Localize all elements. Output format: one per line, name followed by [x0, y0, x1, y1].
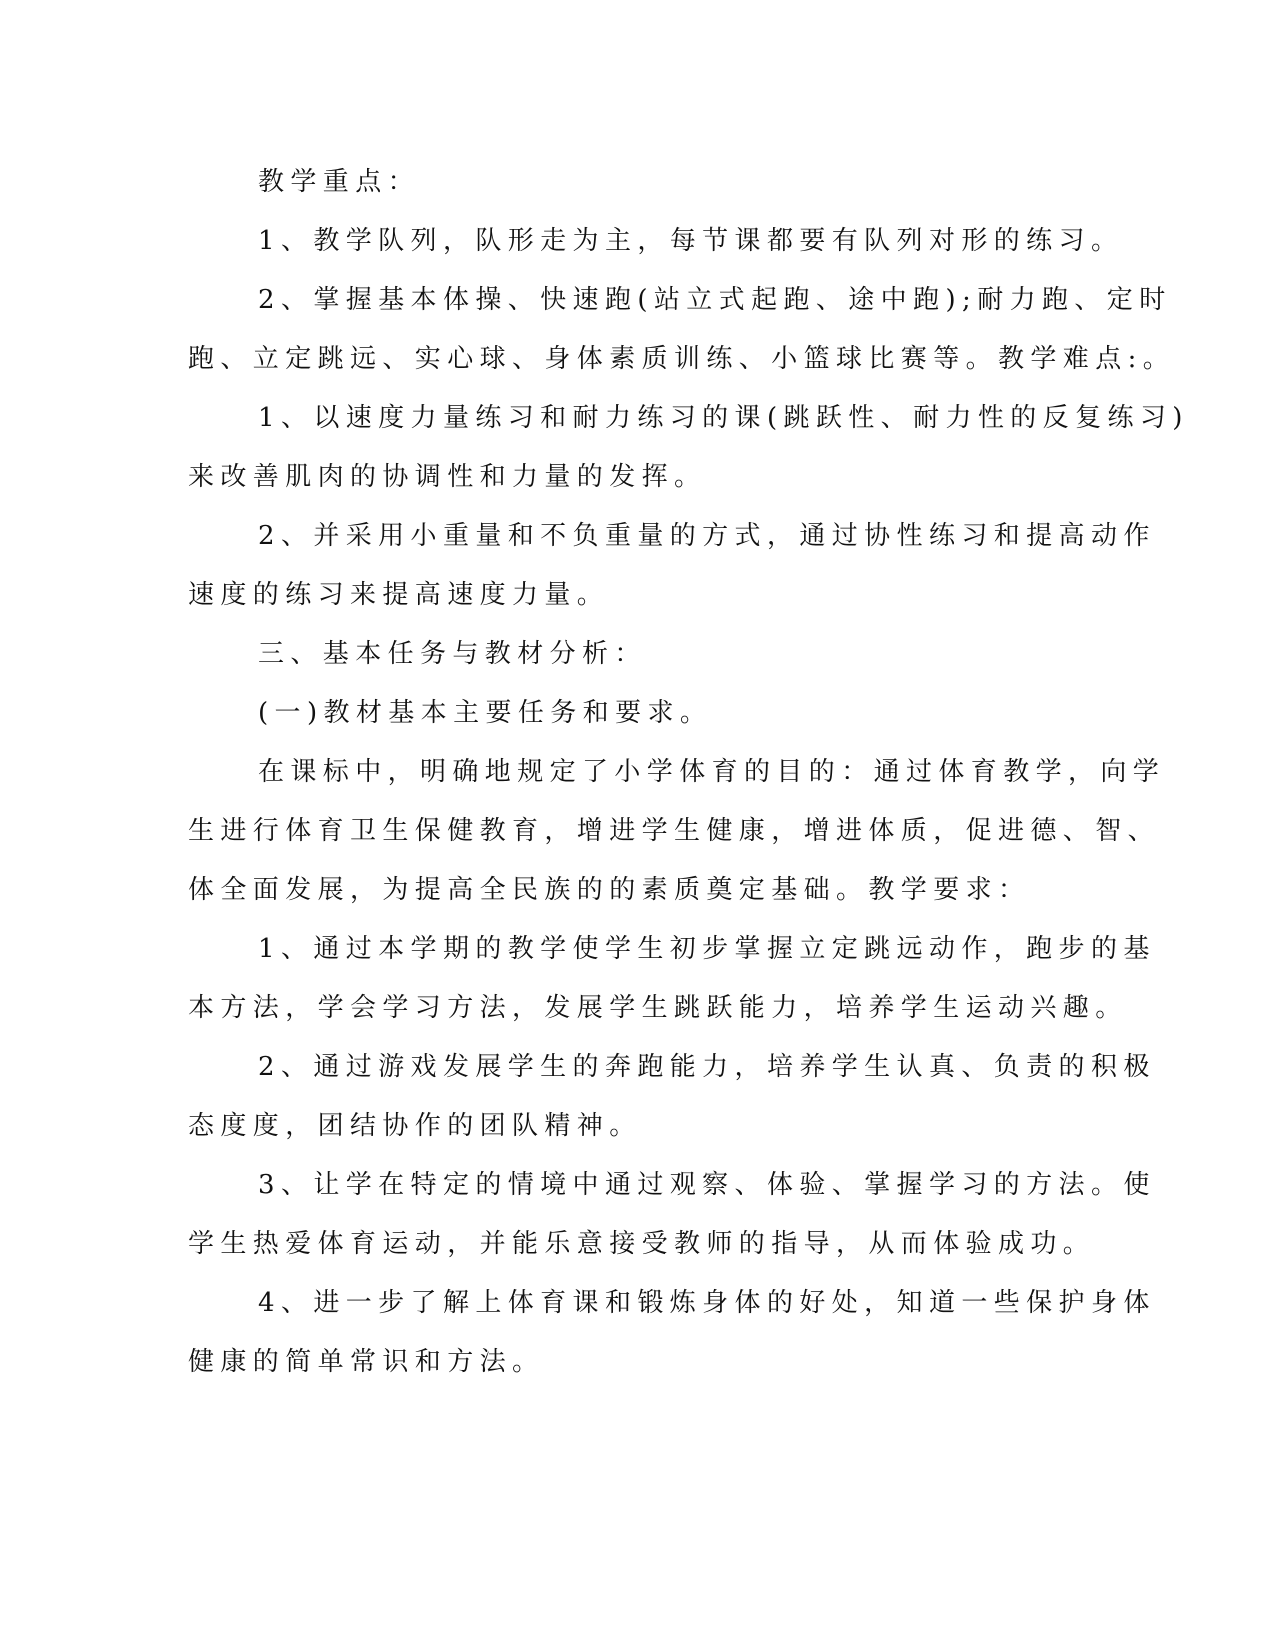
paragraph-line: 2、掌握基本体操、快速跑(站立式起跑、途中跑);耐力跑、定时	[258, 285, 1172, 315]
paragraph-line: 2、通过游戏发展学生的奔跑能力，培养学生认真、负责的积极	[258, 1052, 1156, 1082]
paragraph-line: 在课标中，明确地规定了小学体育的目的：通过体育教学，向学	[258, 757, 1166, 787]
paragraph-line: 健康的简单常识和方法。	[188, 1347, 545, 1377]
section-heading-teaching-focus: 教学重点：	[258, 167, 421, 197]
paragraph-line: 3、让学在特定的情境中通过观察、体验、掌握学习的方法。使	[258, 1170, 1156, 1200]
section-heading-basic-tasks: 三、基本任务与教材分析：	[258, 639, 647, 669]
paragraph-line: 2、并采用小重量和不负重量的方式，通过协性练习和提高动作	[258, 521, 1156, 551]
paragraph-line: 跑、立定跳远、实心球、身体素质训练、小篮球比赛等。教学难点:。	[188, 344, 1176, 374]
paragraph-line: 态度度，团结协作的团队精神。	[188, 1111, 642, 1141]
paragraph-line: 1、通过本学期的教学使学生初步掌握立定跳远动作，跑步的基	[258, 934, 1156, 964]
paragraph-line: 学生热爱体育运动，并能乐意接受教师的指导，从而体验成功。	[188, 1229, 1096, 1259]
paragraph-line: 4、进一步了解上体育课和锻炼身体的好处，知道一些保护身体	[258, 1288, 1156, 1318]
subsection-heading: (一)教材基本主要任务和要求。	[258, 698, 713, 728]
paragraph-line: 1、教学队列，队形走为主，每节课都要有队列对形的练习。	[258, 226, 1124, 256]
paragraph-line: 体全面发展，为提高全民族的的素质奠定基础。教学要求：	[188, 875, 1031, 905]
paragraph-line: 1、以速度力量练习和耐力练习的课(跳跃性、耐力性的反复练习)	[258, 403, 1189, 433]
paragraph-line: 速度的练习来提高速度力量。	[188, 580, 610, 610]
paragraph-line: 生进行体育卫生保健教育，增进学生健康，增进体质，促进德、智、	[188, 816, 1161, 846]
paragraph-line: 来改善肌肉的协调性和力量的发挥。	[188, 462, 707, 492]
paragraph-line: 本方法，学会学习方法，发展学生跳跃能力，培养学生运动兴趣。	[188, 993, 1128, 1023]
